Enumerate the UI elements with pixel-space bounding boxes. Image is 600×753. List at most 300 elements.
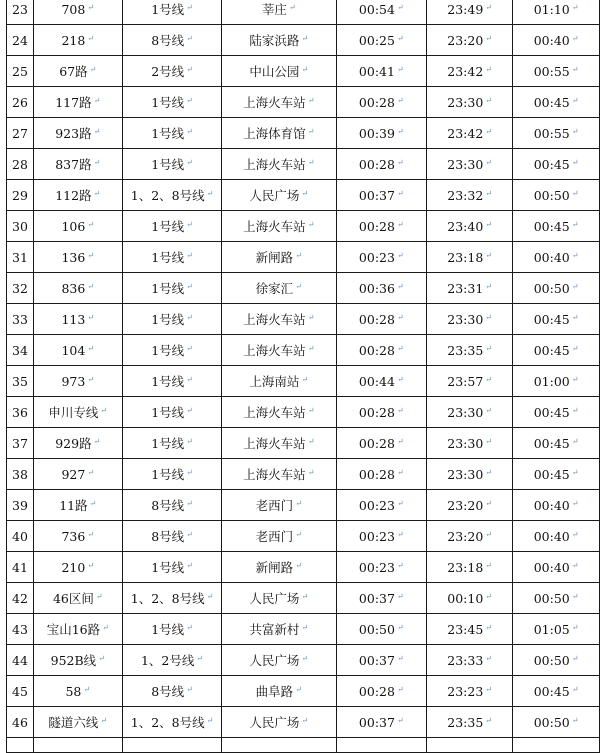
cell-metro-line: [123, 211, 222, 242]
paragraph-mark-icon: ↵: [87, 219, 95, 229]
paragraph-mark-icon: ↵: [396, 64, 404, 74]
table-row: [7, 149, 600, 180]
bus-route-text: 46区间: [52, 591, 94, 606]
station-text: 老西门: [255, 529, 294, 544]
bus-route-text: 58: [65, 683, 82, 699]
end-time-text: 00:40: [533, 249, 570, 265]
bus-route-text: 67路: [59, 64, 88, 79]
end-time-text: 00:45: [533, 156, 570, 172]
table-row: [7, 521, 600, 552]
cell-row-number: [7, 645, 34, 676]
cell-station: [222, 521, 336, 552]
paragraph-mark-icon: ↵: [396, 2, 404, 12]
cell-station: [222, 25, 336, 56]
cell-bus-route: [33, 273, 123, 304]
cell-row-number: [7, 242, 34, 273]
cell-last-time: [427, 676, 513, 707]
row-number-text: 45: [12, 683, 28, 699]
cell-last-time: [427, 242, 513, 273]
empty-cell: [33, 738, 123, 753]
cell-end-time: [513, 25, 600, 56]
row-number-text: 44: [12, 652, 28, 668]
cell-last-time: [427, 25, 513, 56]
paragraph-mark-icon: ↵: [396, 188, 404, 198]
cell-metro-line: [123, 614, 222, 645]
paragraph-mark-icon: ↵: [571, 653, 579, 663]
paragraph-mark-icon: ↵: [301, 34, 309, 43]
cell-station: [222, 118, 336, 149]
cell-first-time: [336, 273, 427, 304]
cell-end-time: [513, 366, 600, 397]
paragraph-mark-icon: ↵: [206, 189, 214, 198]
paragraph-mark-icon: ↵: [396, 529, 404, 539]
cell-row-number: [7, 366, 34, 397]
cell-last-time: [427, 273, 513, 304]
station-text: 新闸路: [255, 250, 294, 265]
cell-station: [222, 335, 336, 366]
paragraph-mark-icon: ↵: [571, 126, 579, 136]
paragraph-mark-icon: ↵: [93, 96, 101, 105]
end-time-text: 00:45: [533, 404, 570, 420]
end-time-text: 01:05: [533, 621, 570, 637]
bus-route-text: 210: [61, 559, 86, 575]
paragraph-mark-icon: ↵: [186, 406, 193, 415]
row-number-text: 32: [12, 280, 28, 296]
paragraph-mark-icon: ↵: [186, 3, 193, 12]
cell-metro-line: [123, 428, 222, 459]
metro-line-text: 1号线: [151, 467, 185, 482]
paragraph-mark-icon: ↵: [396, 219, 404, 229]
first-time-text: 00:25: [358, 32, 395, 48]
cell-first-time: [336, 56, 427, 87]
paragraph-mark-icon: ↵: [307, 158, 315, 167]
last-time-text: 23:30: [447, 404, 484, 420]
cell-end-time: [513, 552, 600, 583]
paragraph-mark-icon: ↵: [301, 65, 309, 74]
station-text: 莘庄: [261, 2, 287, 17]
station-text: 人民广场: [249, 188, 300, 203]
cell-first-time: [336, 428, 427, 459]
paragraph-mark-icon: ↵: [186, 282, 193, 291]
row-number-text: 27: [12, 125, 28, 141]
cell-row-number: [7, 0, 34, 25]
paragraph-mark-icon: ↵: [396, 467, 404, 477]
cell-first-time: [336, 180, 427, 211]
cell-metro-line: [123, 56, 222, 87]
cell-station: [222, 56, 336, 87]
cell-last-time: [427, 490, 513, 521]
end-time-text: 00:40: [533, 559, 570, 575]
cell-metro-line: [123, 521, 222, 552]
end-time-text: 00:50: [533, 714, 570, 730]
cell-last-time: [427, 397, 513, 428]
bus-route-text: 836: [61, 280, 86, 296]
bus-route-text: 117路: [55, 95, 92, 110]
cell-last-time: [427, 645, 513, 676]
first-time-text: 00:23: [358, 497, 395, 513]
cell-metro-line: [123, 0, 222, 25]
cell-last-time: [427, 583, 513, 614]
station-text: 上海火车站: [243, 343, 306, 358]
bus-route-text: 708: [61, 1, 86, 17]
paragraph-mark-icon: ↵: [87, 281, 95, 291]
paragraph-mark-icon: ↵: [571, 684, 579, 694]
paragraph-mark-icon: ↵: [571, 374, 579, 384]
paragraph-mark-icon: ↵: [206, 716, 214, 725]
bus-route-text: 218: [61, 32, 86, 48]
cell-metro-line: [123, 118, 222, 149]
paragraph-mark-icon: ↵: [485, 95, 492, 105]
paragraph-mark-icon: ↵: [571, 343, 579, 353]
paragraph-mark-icon: ↵: [485, 560, 492, 570]
first-time-text: 00:41: [358, 63, 395, 79]
table-row: [7, 614, 600, 645]
paragraph-mark-icon: ↵: [83, 684, 91, 694]
cell-row-number: [7, 583, 34, 614]
station-text: 老西门: [255, 498, 294, 513]
paragraph-mark-icon: ↵: [396, 684, 404, 694]
bus-route-text: 106: [61, 218, 86, 234]
first-time-text: 00:28: [358, 466, 395, 482]
cell-end-time: [513, 273, 600, 304]
paragraph-mark-icon: ↵: [396, 157, 404, 167]
table-row: [7, 180, 600, 211]
first-time-text: 00:28: [358, 218, 395, 234]
row-number-text: 40: [12, 528, 28, 544]
end-time-text: 00:50: [533, 590, 570, 606]
end-time-text: 00:50: [533, 280, 570, 296]
paragraph-mark-icon: ↵: [396, 312, 404, 322]
cell-bus-route: [33, 149, 123, 180]
cell-end-time: [513, 56, 600, 87]
paragraph-mark-icon: ↵: [301, 654, 309, 663]
first-time-text: 00:28: [358, 156, 395, 172]
station-text: 上海体育馆: [243, 126, 306, 141]
paragraph-mark-icon: ↵: [571, 498, 579, 508]
cell-bus-route: [33, 583, 123, 614]
cell-station: [222, 180, 336, 211]
cell-row-number: [7, 118, 34, 149]
metro-line-text: 1号线: [151, 405, 185, 420]
row-number-text: 35: [12, 373, 28, 389]
paragraph-mark-icon: ↵: [87, 250, 95, 260]
table-row: [7, 304, 600, 335]
cell-row-number: [7, 676, 34, 707]
paragraph-mark-icon: ↵: [87, 560, 95, 570]
end-time-text: 01:10: [533, 1, 570, 17]
cell-bus-route: [33, 304, 123, 335]
paragraph-mark-icon: ↵: [396, 250, 404, 260]
end-time-text: 00:40: [533, 497, 570, 513]
cell-metro-line: [123, 87, 222, 118]
bus-route-text: 宝山16路: [46, 622, 101, 637]
first-time-text: 00:54: [358, 1, 395, 17]
cell-bus-route: [33, 459, 123, 490]
cell-station: [222, 428, 336, 459]
paragraph-mark-icon: ↵: [87, 33, 95, 43]
cell-row-number: [7, 397, 34, 428]
paragraph-mark-icon: ↵: [571, 715, 579, 725]
cell-last-time: [427, 459, 513, 490]
cell-station: [222, 0, 336, 25]
bus-route-text: 136: [61, 249, 86, 265]
empty-cell: [123, 738, 222, 753]
station-text: 上海火车站: [243, 405, 306, 420]
last-time-text: 23:42: [447, 63, 484, 79]
first-time-text: 00:28: [358, 311, 395, 327]
cell-first-time: [336, 335, 427, 366]
cell-bus-route: [33, 552, 123, 583]
cell-metro-line: [123, 490, 222, 521]
cell-end-time: [513, 0, 600, 25]
cell-last-time: [427, 521, 513, 552]
paragraph-mark-icon: ↵: [307, 220, 315, 229]
cell-metro-line: [123, 397, 222, 428]
paragraph-mark-icon: ↵: [102, 623, 109, 632]
row-number-text: 30: [12, 218, 28, 234]
cell-row-number: [7, 335, 34, 366]
cell-first-time: [336, 149, 427, 180]
empty-cell: [513, 738, 600, 753]
paragraph-mark-icon: ↵: [396, 436, 404, 446]
cell-last-time: [427, 211, 513, 242]
cell-bus-route: [33, 211, 123, 242]
bus-route-text: 申川专线: [48, 405, 99, 420]
paragraph-mark-icon: ↵: [485, 188, 492, 198]
cell-last-time: [427, 0, 513, 25]
cell-end-time: [513, 490, 600, 521]
paragraph-mark-icon: ↵: [307, 127, 315, 136]
cell-last-time: [427, 552, 513, 583]
paragraph-mark-icon: ↵: [485, 312, 492, 322]
paragraph-mark-icon: ↵: [396, 560, 404, 570]
paragraph-mark-icon: ↵: [301, 189, 309, 198]
cell-station: [222, 490, 336, 521]
paragraph-mark-icon: ↵: [295, 561, 302, 570]
cell-last-time: [427, 428, 513, 459]
cell-row-number: [7, 459, 34, 490]
paragraph-mark-icon: ↵: [485, 591, 492, 601]
metro-line-text: 1号线: [151, 95, 185, 110]
table-row: [7, 428, 600, 459]
cell-first-time: [336, 25, 427, 56]
paragraph-mark-icon: ↵: [396, 498, 404, 508]
paragraph-mark-icon: ↵: [87, 529, 95, 539]
cell-metro-line: [123, 645, 222, 676]
cell-first-time: [336, 0, 427, 25]
last-time-text: 23:30: [447, 311, 484, 327]
end-time-text: 00:40: [533, 528, 570, 544]
cell-first-time: [336, 397, 427, 428]
metro-line-text: 2号线: [151, 64, 185, 79]
first-time-text: 00:37: [358, 590, 395, 606]
paragraph-mark-icon: ↵: [93, 437, 101, 446]
cell-row-number: [7, 521, 34, 552]
last-time-text: 23:20: [447, 497, 484, 513]
paragraph-mark-icon: ↵: [186, 499, 193, 508]
table-row: [7, 118, 600, 149]
cell-station: [222, 304, 336, 335]
paragraph-mark-icon: ↵: [186, 96, 193, 105]
cell-station: [222, 614, 336, 645]
paragraph-mark-icon: ↵: [485, 684, 492, 694]
cell-end-time: [513, 211, 600, 242]
paragraph-mark-icon: ↵: [295, 282, 302, 291]
cell-first-time: [336, 459, 427, 490]
paragraph-mark-icon: ↵: [571, 312, 579, 322]
cell-last-time: [427, 366, 513, 397]
cell-first-time: [336, 366, 427, 397]
last-time-text: 23:18: [447, 559, 484, 575]
last-time-text: 23:49: [447, 1, 484, 17]
paragraph-mark-icon: ↵: [87, 312, 95, 322]
paragraph-mark-icon: ↵: [485, 529, 492, 539]
cell-first-time: [336, 490, 427, 521]
row-number-text: 39: [12, 497, 28, 513]
last-time-text: 23:32: [447, 187, 484, 203]
metro-line-text: 1号线: [151, 374, 185, 389]
station-text: 上海火车站: [243, 467, 306, 482]
end-time-text: 00:45: [533, 311, 570, 327]
paragraph-mark-icon: ↵: [571, 467, 579, 477]
cell-end-time: [513, 676, 600, 707]
station-text: 共富新村: [249, 622, 300, 637]
cell-bus-route: [33, 335, 123, 366]
paragraph-mark-icon: ↵: [571, 591, 579, 601]
cell-end-time: [513, 335, 600, 366]
cell-bus-route: [33, 242, 123, 273]
cell-bus-route: [33, 0, 123, 25]
cell-station: [222, 149, 336, 180]
bus-route-text: 929路: [55, 436, 92, 451]
table-row: [7, 707, 600, 738]
cell-metro-line: [123, 459, 222, 490]
first-time-text: 00:37: [358, 714, 395, 730]
last-time-text: 23:42: [447, 125, 484, 141]
cell-row-number: [7, 273, 34, 304]
paragraph-mark-icon: ↵: [485, 281, 492, 291]
last-time-text: 23:45: [447, 621, 484, 637]
paragraph-mark-icon: ↵: [485, 2, 492, 12]
metro-line-text: 1号线: [151, 436, 185, 451]
station-text: 上海火车站: [243, 95, 306, 110]
paragraph-mark-icon: ↵: [571, 560, 579, 570]
cell-end-time: [513, 583, 600, 614]
last-time-text: 23:20: [447, 528, 484, 544]
bus-route-text: 973: [61, 373, 86, 389]
cell-bus-route: [33, 428, 123, 459]
metro-line-text: 8号线: [151, 529, 185, 544]
table-row: [7, 335, 600, 366]
paragraph-mark-icon: ↵: [186, 561, 193, 570]
paragraph-mark-icon: ↵: [301, 623, 309, 632]
cell-station: [222, 87, 336, 118]
cell-row-number: [7, 552, 34, 583]
row-number-text: 38: [12, 466, 28, 482]
station-text: 上海火车站: [243, 219, 306, 234]
paragraph-mark-icon: ↵: [396, 343, 404, 353]
paragraph-mark-icon: ↵: [396, 33, 404, 43]
cell-end-time: [513, 428, 600, 459]
metro-line-text: 1号线: [151, 126, 185, 141]
cell-row-number: [7, 428, 34, 459]
paragraph-mark-icon: ↵: [485, 653, 492, 663]
cell-metro-line: [123, 25, 222, 56]
row-number-text: 31: [12, 249, 28, 265]
cell-station: [222, 242, 336, 273]
cell-row-number: [7, 707, 34, 738]
bus-route-text: 11路: [59, 498, 88, 513]
paragraph-mark-icon: ↵: [100, 406, 108, 415]
paragraph-mark-icon: ↵: [571, 622, 579, 632]
paragraph-mark-icon: ↵: [485, 498, 492, 508]
cell-metro-line: [123, 583, 222, 614]
cell-end-time: [513, 645, 600, 676]
table-row: [7, 676, 600, 707]
cell-metro-line: [123, 676, 222, 707]
paragraph-mark-icon: ↵: [206, 592, 214, 601]
station-text: 曲阜路: [255, 684, 294, 699]
station-text: 上海火车站: [243, 436, 306, 451]
paragraph-mark-icon: ↵: [87, 343, 95, 353]
paragraph-mark-icon: ↵: [98, 654, 105, 663]
paragraph-mark-icon: ↵: [89, 499, 97, 508]
first-time-text: 00:50: [358, 621, 395, 637]
bus-route-text: 927: [61, 466, 86, 482]
paragraph-mark-icon: ↵: [93, 189, 101, 198]
last-time-text: 23:33: [447, 652, 484, 668]
paragraph-mark-icon: ↵: [571, 250, 579, 260]
metro-line-text: 1、2、8号线: [130, 715, 205, 730]
paragraph-mark-icon: ↵: [396, 622, 404, 632]
cell-end-time: [513, 459, 600, 490]
last-time-text: 23:23: [447, 683, 484, 699]
paragraph-mark-icon: ↵: [571, 219, 579, 229]
row-number-text: 28: [12, 156, 28, 172]
station-text: 上海南站: [249, 374, 300, 389]
paragraph-mark-icon: ↵: [485, 64, 492, 74]
empty-cell: [427, 738, 513, 753]
cell-row-number: [7, 490, 34, 521]
paragraph-mark-icon: ↵: [571, 188, 579, 198]
metro-line-text: 8号线: [151, 498, 185, 513]
cell-bus-route: [33, 707, 123, 738]
table-row: [7, 583, 600, 614]
table-row: [7, 211, 600, 242]
bus-route-text: 923路: [55, 126, 92, 141]
cell-bus-route: [33, 614, 123, 645]
cell-first-time: [336, 707, 427, 738]
table-row: [7, 0, 600, 25]
cell-last-time: [427, 87, 513, 118]
cell-first-time: [336, 676, 427, 707]
paragraph-mark-icon: ↵: [87, 374, 95, 384]
paragraph-mark-icon: ↵: [571, 157, 579, 167]
end-time-text: 00:50: [533, 652, 570, 668]
cell-metro-line: [123, 366, 222, 397]
paragraph-mark-icon: ↵: [485, 405, 492, 415]
row-number-text: 33: [12, 311, 28, 327]
cell-first-time: [336, 645, 427, 676]
cell-station: [222, 211, 336, 242]
end-time-text: 00:45: [533, 218, 570, 234]
cell-first-time: [336, 304, 427, 335]
metro-line-text: 1号线: [151, 2, 185, 17]
cell-end-time: [513, 614, 600, 645]
cell-station: [222, 366, 336, 397]
paragraph-mark-icon: ↵: [571, 405, 579, 415]
end-time-text: 00:55: [533, 125, 570, 141]
